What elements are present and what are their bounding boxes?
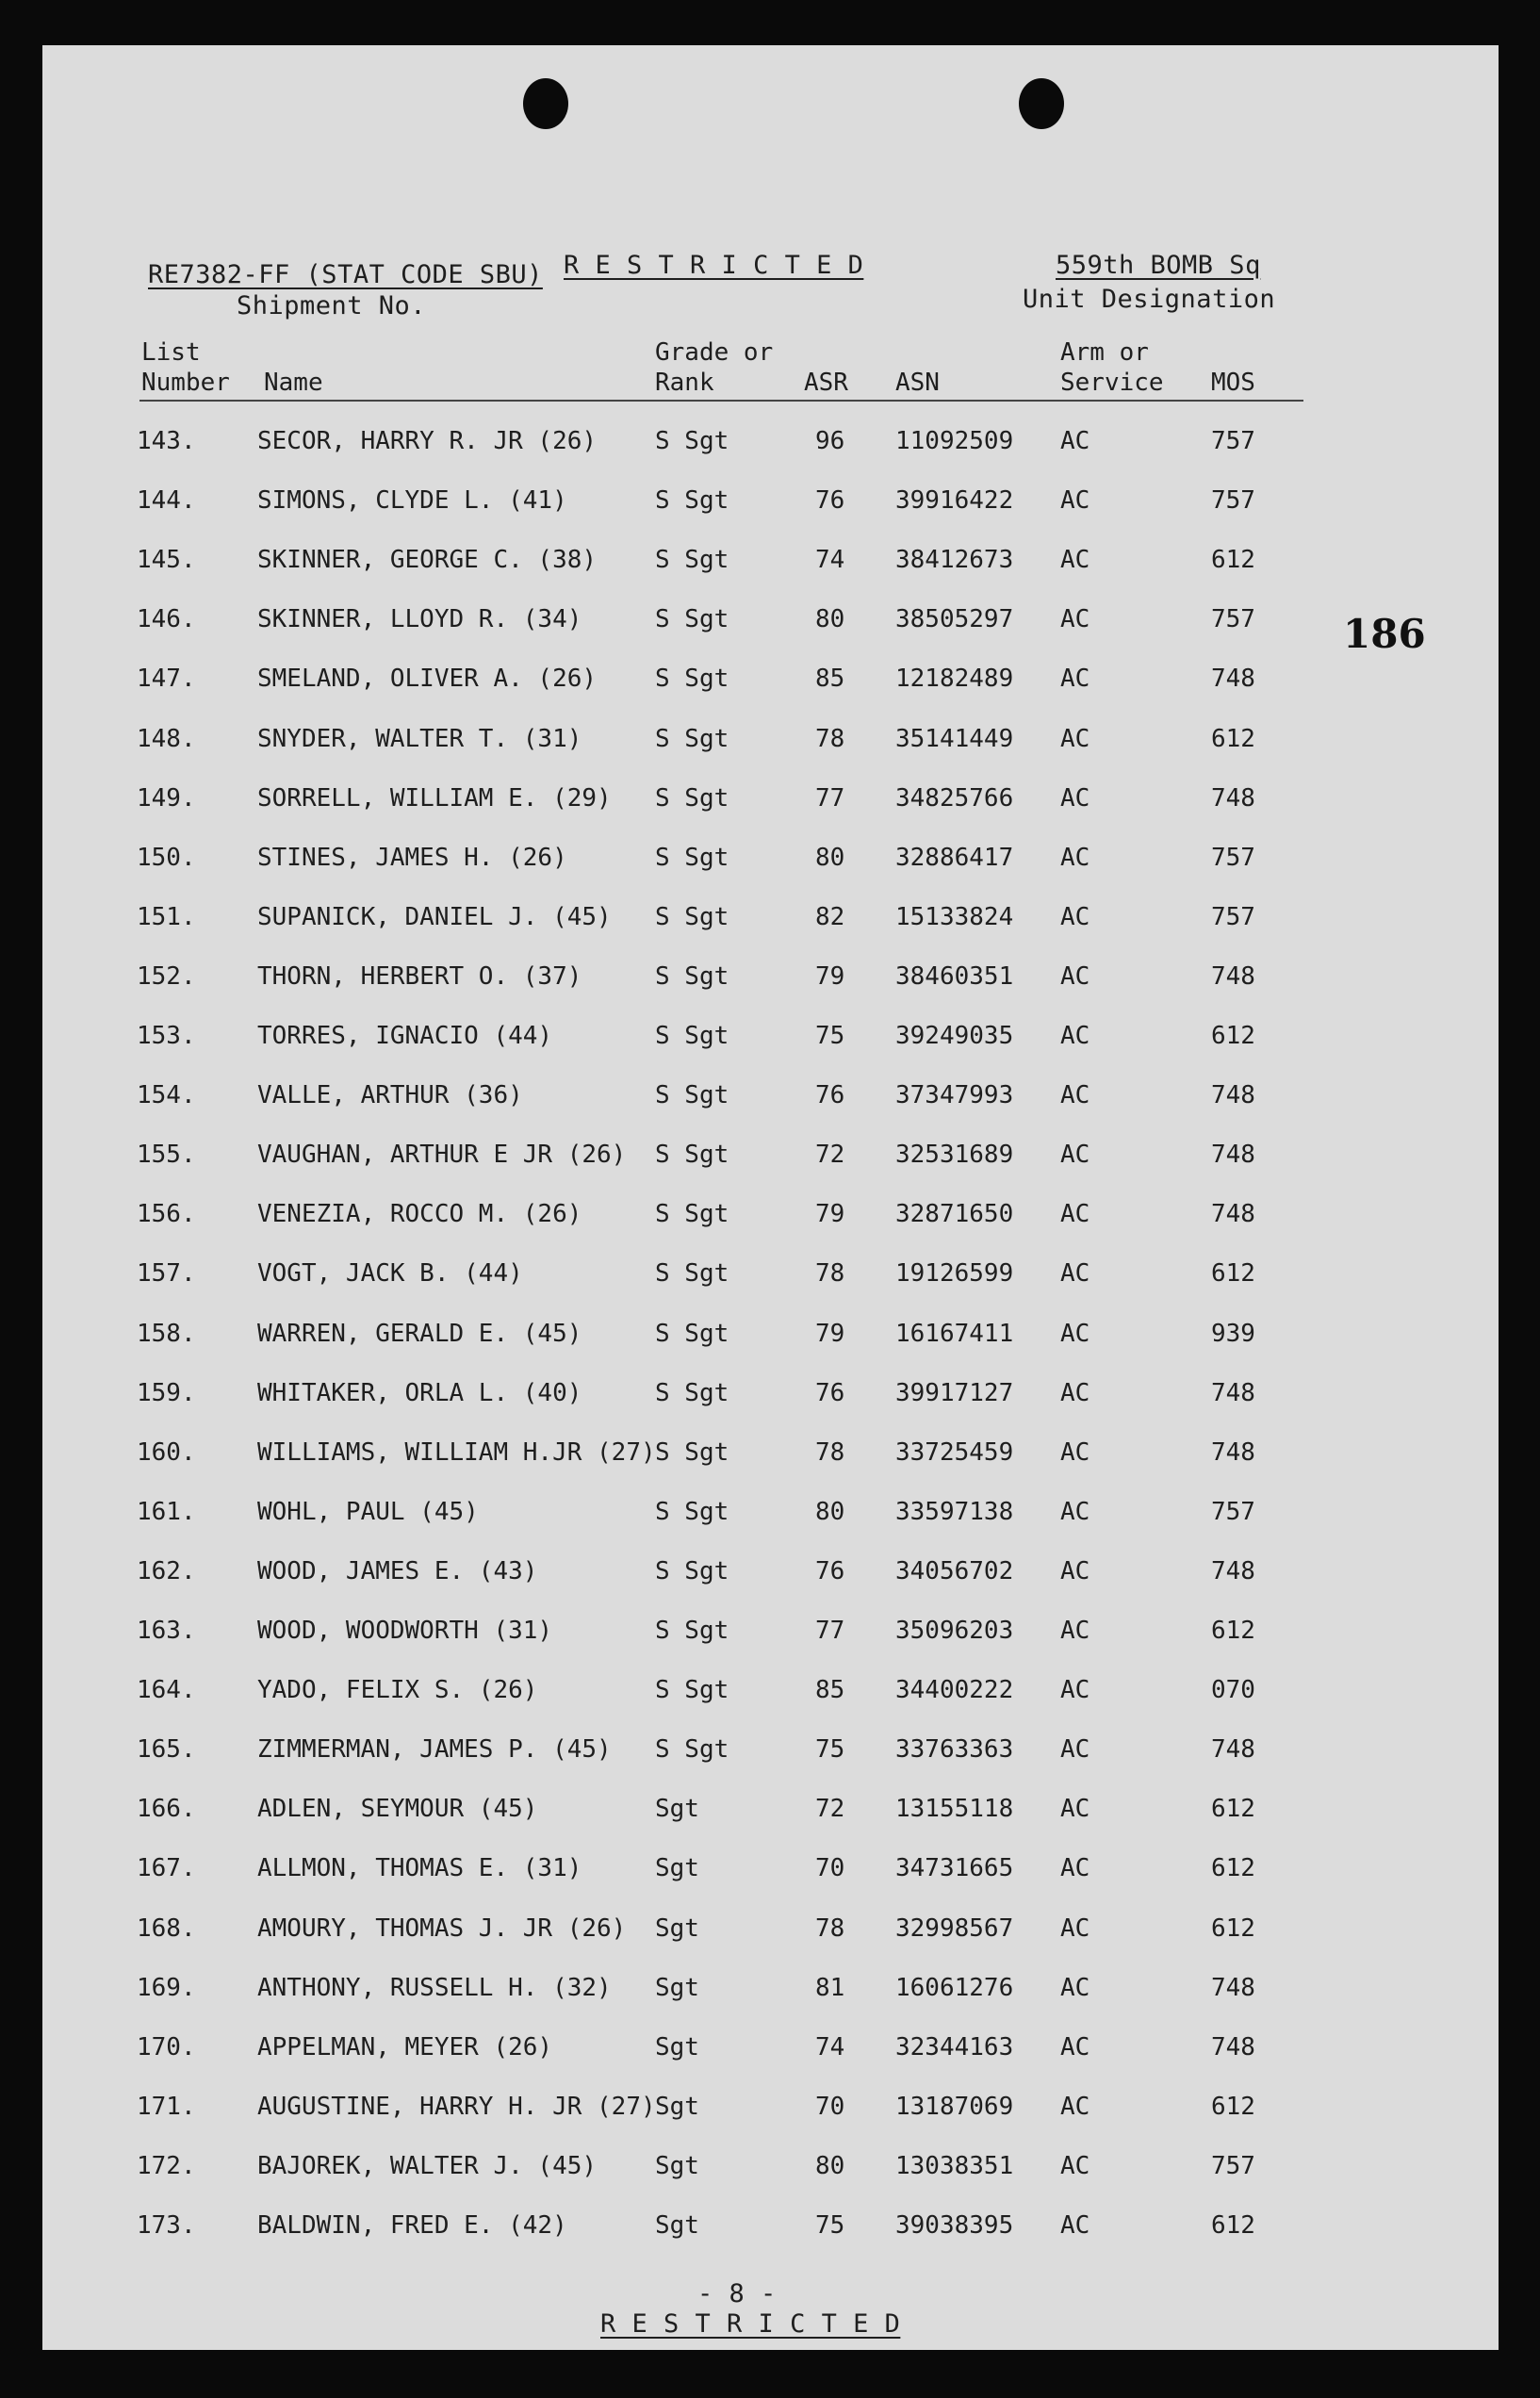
row-asr: 85 (815, 665, 845, 693)
row-grade: S Sgt (655, 665, 729, 693)
col-asr: ASR (804, 369, 848, 397)
row-asn: 38412673 (895, 546, 1014, 574)
row-grade: S Sgt (655, 1557, 729, 1585)
row-grade: S Sgt (655, 1498, 729, 1526)
row-asr: 77 (815, 784, 845, 813)
row-name: AMOURY, THOMAS J. JR (26) (257, 1914, 627, 1943)
row-list-number: 150. (137, 844, 196, 872)
row-asr: 74 (815, 546, 845, 574)
row-arm: AC (1060, 1735, 1090, 1764)
row-arm: AC (1060, 844, 1090, 872)
row-asn: 39917127 (895, 1379, 1014, 1407)
row-asr: 75 (815, 1735, 845, 1764)
row-list-number: 152. (137, 962, 196, 991)
row-arm: AC (1060, 1914, 1090, 1943)
row-mos: 748 (1211, 962, 1255, 991)
row-asr: 80 (815, 844, 845, 872)
row-mos: 757 (1211, 486, 1255, 515)
row-name: ADLEN, SEYMOUR (45) (257, 1795, 538, 1823)
row-name: TORRES, IGNACIO (44) (257, 1022, 553, 1050)
row-grade: S Sgt (655, 1438, 729, 1467)
row-asr: 78 (815, 1914, 845, 1943)
col-asn: ASN (895, 369, 940, 397)
row-asr: 80 (815, 1498, 845, 1526)
col-list-number: List Number (141, 338, 230, 397)
row-asn: 38460351 (895, 962, 1014, 991)
row-asn: 16167411 (895, 1320, 1014, 1348)
row-arm: AC (1060, 903, 1090, 931)
row-name: ZIMMERMAN, JAMES P. (45) (257, 1735, 612, 1764)
row-name: VOGT, JACK B. (44) (257, 1259, 523, 1288)
row-asn: 15133824 (895, 903, 1014, 931)
row-arm: AC (1060, 1259, 1090, 1288)
row-list-number: 168. (137, 1914, 196, 1943)
row-mos: 748 (1211, 665, 1255, 693)
row-name: SIMONS, CLYDE L. (41) (257, 486, 567, 515)
row-arm: AC (1060, 962, 1090, 991)
row-asn: 37347993 (895, 1081, 1014, 1109)
row-grade: Sgt (655, 1914, 699, 1943)
row-name: WOOD, WOODWORTH (31) (257, 1617, 553, 1645)
row-arm: AC (1060, 1974, 1090, 2002)
document-page (42, 45, 1499, 2350)
col-arm: Arm or Service (1060, 338, 1164, 397)
row-asn: 12182489 (895, 665, 1014, 693)
row-asn: 13155118 (895, 1795, 1014, 1823)
row-mos: 612 (1211, 1795, 1255, 1823)
row-list-number: 167. (137, 1854, 196, 1882)
row-grade: S Sgt (655, 1379, 729, 1407)
col-name: Name (264, 369, 323, 397)
row-mos: 757 (1211, 1498, 1255, 1526)
row-asn: 34056702 (895, 1557, 1014, 1585)
row-list-number: 149. (137, 784, 196, 813)
row-list-number: 172. (137, 2152, 196, 2180)
row-asr: 76 (815, 486, 845, 515)
row-name: THORN, HERBERT O. (37) (257, 962, 582, 991)
row-grade: Sgt (655, 2211, 699, 2240)
row-asr: 78 (815, 725, 845, 753)
row-list-number: 170. (137, 2033, 196, 2061)
row-asn: 32998567 (895, 1914, 1014, 1943)
row-name: BALDWIN, FRED E. (42) (257, 2211, 567, 2240)
row-list-number: 156. (137, 1200, 196, 1228)
row-asr: 96 (815, 427, 845, 455)
row-mos: 748 (1211, 2033, 1255, 2061)
shipment-label: Shipment No. (237, 291, 427, 320)
row-mos: 939 (1211, 1320, 1255, 1348)
row-asr: 72 (815, 1141, 845, 1169)
row-asr: 80 (815, 2152, 845, 2180)
row-arm: AC (1060, 1379, 1090, 1407)
row-mos: 748 (1211, 1735, 1255, 1764)
row-list-number: 160. (137, 1438, 196, 1467)
row-mos: 748 (1211, 1379, 1255, 1407)
row-asn: 39916422 (895, 486, 1014, 515)
row-mos: 612 (1211, 1617, 1255, 1645)
row-arm: AC (1060, 725, 1090, 753)
row-name: AUGUSTINE, HARRY H. JR (27) (257, 2093, 656, 2121)
row-name: ALLMON, THOMAS E. (31) (257, 1854, 582, 1882)
classification-footer: R E S T R I C T E D (600, 2309, 901, 2339)
row-asr: 85 (815, 1676, 845, 1704)
row-asr: 76 (815, 1379, 845, 1407)
row-arm: AC (1060, 1200, 1090, 1228)
row-list-number: 147. (137, 665, 196, 693)
row-mos: 748 (1211, 1081, 1255, 1109)
row-grade: S Sgt (655, 1259, 729, 1288)
row-arm: AC (1060, 1617, 1090, 1645)
row-asr: 75 (815, 1022, 845, 1050)
row-arm: AC (1060, 2093, 1090, 2121)
row-name: STINES, JAMES H. (26) (257, 844, 567, 872)
row-mos: 612 (1211, 546, 1255, 574)
row-asr: 70 (815, 2093, 845, 2121)
row-arm: AC (1060, 1081, 1090, 1109)
row-asr: 78 (815, 1438, 845, 1467)
row-mos: 748 (1211, 1974, 1255, 2002)
row-asn: 32531689 (895, 1141, 1014, 1169)
row-name: BAJOREK, WALTER J. (45) (257, 2152, 598, 2180)
row-asn: 39249035 (895, 1022, 1014, 1050)
punch-hole (1019, 78, 1064, 129)
row-name: WOOD, JAMES E. (43) (257, 1557, 538, 1585)
row-grade: Sgt (655, 2152, 699, 2180)
row-grade: S Sgt (655, 1617, 729, 1645)
row-asn: 34731665 (895, 1854, 1014, 1882)
row-name: VALLE, ARTHUR (36) (257, 1081, 523, 1109)
row-arm: AC (1060, 427, 1090, 455)
row-grade: S Sgt (655, 1735, 729, 1764)
row-mos: 748 (1211, 1557, 1255, 1585)
row-grade: S Sgt (655, 1320, 729, 1348)
row-list-number: 144. (137, 486, 196, 515)
row-asr: 70 (815, 1854, 845, 1882)
row-name: VAUGHAN, ARTHUR E JR (26) (257, 1141, 627, 1169)
row-asr: 79 (815, 962, 845, 991)
row-list-number: 169. (137, 1974, 196, 2002)
row-asn: 35141449 (895, 725, 1014, 753)
page-number: - 8 - (697, 2279, 777, 2308)
row-list-number: 143. (137, 427, 196, 455)
row-asn: 11092509 (895, 427, 1014, 455)
row-name: SMELAND, OLIVER A. (26) (257, 665, 598, 693)
unit-designation-label: Unit Designation (1023, 285, 1276, 314)
row-mos: 757 (1211, 844, 1255, 872)
row-asr: 78 (815, 1259, 845, 1288)
row-mos: 748 (1211, 1438, 1255, 1467)
row-arm: AC (1060, 546, 1090, 574)
row-list-number: 171. (137, 2093, 196, 2121)
row-list-number: 151. (137, 903, 196, 931)
row-grade: S Sgt (655, 605, 729, 633)
row-arm: AC (1060, 1557, 1090, 1585)
row-name: VENEZIA, ROCCO M. (26) (257, 1200, 582, 1228)
row-asr: 74 (815, 2033, 845, 2061)
row-arm: AC (1060, 1676, 1090, 1704)
row-mos: 757 (1211, 427, 1255, 455)
row-asr: 77 (815, 1617, 845, 1645)
row-list-number: 154. (137, 1081, 196, 1109)
row-grade: S Sgt (655, 1022, 729, 1050)
row-mos: 612 (1211, 2093, 1255, 2121)
row-mos: 612 (1211, 1022, 1255, 1050)
row-grade: S Sgt (655, 844, 729, 872)
row-asn: 39038395 (895, 2211, 1014, 2240)
row-list-number: 159. (137, 1379, 196, 1407)
row-mos: 612 (1211, 725, 1255, 753)
row-grade: Sgt (655, 1974, 699, 2002)
row-name: YADO, FELIX S. (26) (257, 1676, 538, 1704)
row-arm: AC (1060, 486, 1090, 515)
row-asr: 76 (815, 1557, 845, 1585)
row-list-number: 163. (137, 1617, 196, 1645)
row-name: WILLIAMS, WILLIAM H.JR (27) (257, 1438, 656, 1467)
row-name: ANTHONY, RUSSELL H. (32) (257, 1974, 612, 2002)
row-grade: S Sgt (655, 725, 729, 753)
row-list-number: 145. (137, 546, 196, 574)
row-mos: 757 (1211, 903, 1255, 931)
row-list-number: 148. (137, 725, 196, 753)
row-mos: 612 (1211, 1259, 1255, 1288)
row-grade: S Sgt (655, 784, 729, 813)
row-arm: AC (1060, 2152, 1090, 2180)
row-list-number: 162. (137, 1557, 196, 1585)
row-name: WHITAKER, ORLA L. (40) (257, 1379, 582, 1407)
row-name: SKINNER, GEORGE C. (38) (257, 546, 598, 574)
row-arm: AC (1060, 2211, 1090, 2240)
row-asr: 72 (815, 1795, 845, 1823)
row-list-number: 173. (137, 2211, 196, 2240)
header-rule (139, 400, 1303, 402)
row-arm: AC (1060, 1022, 1090, 1050)
row-list-number: 158. (137, 1320, 196, 1348)
row-grade: S Sgt (655, 962, 729, 991)
row-grade: S Sgt (655, 903, 729, 931)
row-name: WOHL, PAUL (45) (257, 1498, 479, 1526)
row-grade: Sgt (655, 2033, 699, 2061)
row-mos: 612 (1211, 1854, 1255, 1882)
row-mos: 748 (1211, 1141, 1255, 1169)
row-mos: 757 (1211, 605, 1255, 633)
row-asn: 33597138 (895, 1498, 1014, 1526)
row-name: WARREN, GERALD E. (45) (257, 1320, 582, 1348)
row-asn: 16061276 (895, 1974, 1014, 2002)
row-asr: 82 (815, 903, 845, 931)
row-asr: 75 (815, 2211, 845, 2240)
row-asr: 76 (815, 1081, 845, 1109)
row-name: SNYDER, WALTER T. (31) (257, 725, 582, 753)
row-asr: 79 (815, 1200, 845, 1228)
row-name: APPELMAN, MEYER (26) (257, 2033, 553, 2061)
row-arm: AC (1060, 1320, 1090, 1348)
row-arm: AC (1060, 1854, 1090, 1882)
row-arm: AC (1060, 1498, 1090, 1526)
row-arm: AC (1060, 665, 1090, 693)
row-grade: Sgt (655, 2093, 699, 2121)
row-grade: S Sgt (655, 486, 729, 515)
row-arm: AC (1060, 1141, 1090, 1169)
row-arm: AC (1060, 1795, 1090, 1823)
row-list-number: 164. (137, 1676, 196, 1704)
row-asn: 32344163 (895, 2033, 1014, 2061)
row-mos: 070 (1211, 1676, 1255, 1704)
row-asr: 81 (815, 1974, 845, 2002)
row-arm: AC (1060, 1438, 1090, 1467)
row-name: SORRELL, WILLIAM E. (29) (257, 784, 612, 813)
row-asn: 34825766 (895, 784, 1014, 813)
row-asn: 13187069 (895, 2093, 1014, 2121)
row-mos: 748 (1211, 1200, 1255, 1228)
row-asn: 38505297 (895, 605, 1014, 633)
row-mos: 612 (1211, 1914, 1255, 1943)
row-list-number: 146. (137, 605, 196, 633)
row-name: SUPANICK, DANIEL J. (45) (257, 903, 612, 931)
row-grade: S Sgt (655, 1200, 729, 1228)
row-mos: 748 (1211, 784, 1255, 813)
col-grade: Grade or Rank (655, 338, 774, 397)
row-asr: 80 (815, 605, 845, 633)
row-asn: 35096203 (895, 1617, 1014, 1645)
row-asr: 79 (815, 1320, 845, 1348)
row-grade: S Sgt (655, 546, 729, 574)
row-list-number: 155. (137, 1141, 196, 1169)
row-grade: S Sgt (655, 1141, 729, 1169)
row-grade: Sgt (655, 1795, 699, 1823)
row-asn: 34400222 (895, 1676, 1014, 1704)
row-list-number: 157. (137, 1259, 196, 1288)
row-asn: 32886417 (895, 844, 1014, 872)
row-arm: AC (1060, 2033, 1090, 2061)
col-mos: MOS (1211, 369, 1255, 397)
row-mos: 757 (1211, 2152, 1255, 2180)
row-grade: S Sgt (655, 1676, 729, 1704)
row-list-number: 161. (137, 1498, 196, 1526)
row-name: SKINNER, LLOYD R. (34) (257, 605, 582, 633)
punch-hole (523, 78, 568, 129)
shipment-code: RE7382-FF (STAT CODE SBU) (148, 260, 543, 289)
row-name: SECOR, HARRY R. JR (26) (257, 427, 598, 455)
row-list-number: 166. (137, 1795, 196, 1823)
row-asn: 33725459 (895, 1438, 1014, 1467)
row-list-number: 165. (137, 1735, 196, 1764)
row-asn: 33763363 (895, 1735, 1014, 1764)
stamp-number: 186 (1343, 611, 1426, 657)
row-arm: AC (1060, 784, 1090, 813)
row-asn: 19126599 (895, 1259, 1014, 1288)
row-grade: S Sgt (655, 1081, 729, 1109)
row-grade: Sgt (655, 1854, 699, 1882)
row-grade: S Sgt (655, 427, 729, 455)
row-list-number: 153. (137, 1022, 196, 1050)
row-asn: 13038351 (895, 2152, 1014, 2180)
row-arm: AC (1060, 605, 1090, 633)
row-asn: 32871650 (895, 1200, 1014, 1228)
classification-header: R E S T R I C T E D (564, 251, 864, 280)
unit-designation-value: 559th BOMB Sq (1056, 251, 1261, 280)
row-mos: 612 (1211, 2211, 1255, 2240)
